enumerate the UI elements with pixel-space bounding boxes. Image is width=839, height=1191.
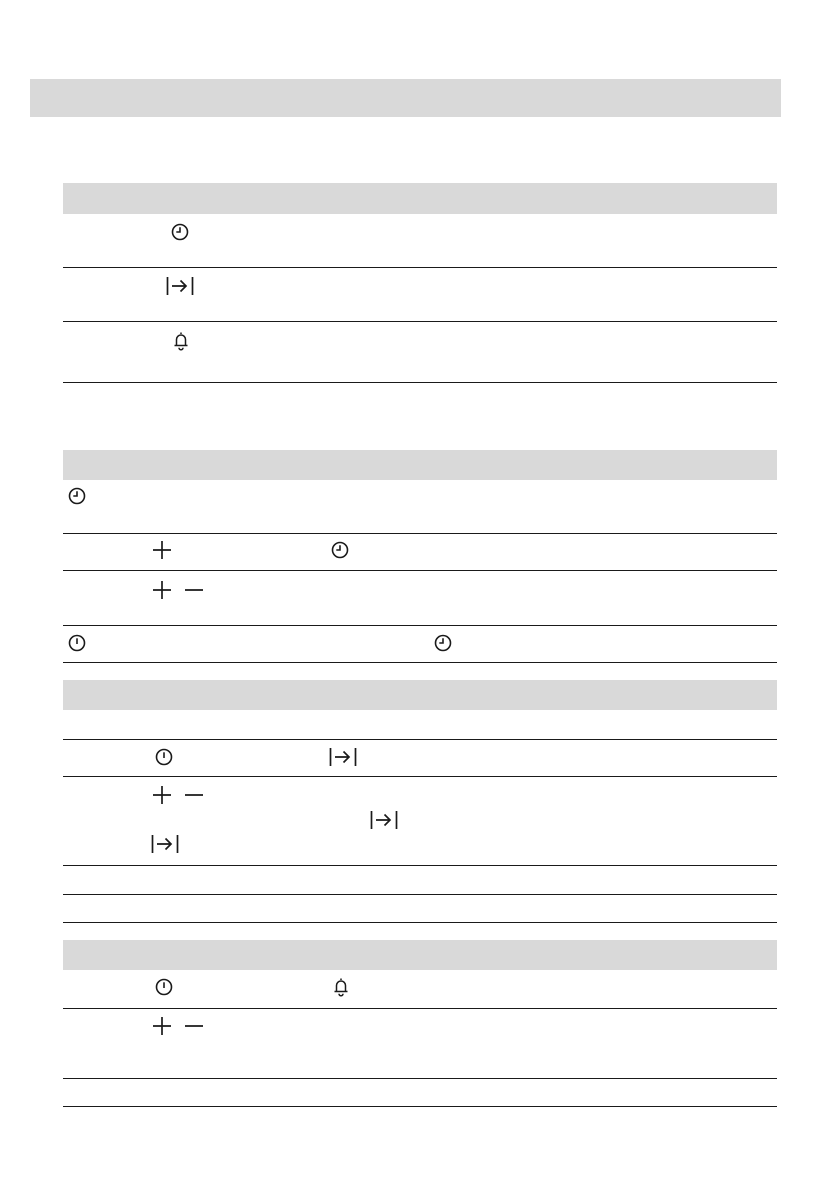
duration-icon	[370, 810, 398, 830]
bell-icon	[333, 977, 349, 997]
table-bottom-rule	[63, 382, 777, 383]
row-divider	[63, 776, 777, 777]
table-bottom-rule	[63, 922, 777, 923]
plus-icon	[152, 540, 172, 560]
clock-icon	[68, 487, 86, 505]
table-bottom-rule	[63, 662, 777, 663]
row-divider	[63, 1008, 777, 1009]
row-divider	[63, 533, 777, 534]
duration-icon	[166, 276, 194, 296]
row-divider	[63, 625, 777, 626]
duration-icon	[151, 834, 179, 854]
timer-icon	[155, 748, 173, 766]
table-bottom-rule	[63, 1106, 777, 1107]
row-divider	[63, 1078, 777, 1079]
table-header	[63, 183, 777, 214]
row-divider	[63, 865, 777, 866]
clock-icon	[434, 634, 452, 652]
timer-icon	[68, 634, 86, 652]
timer-icon	[155, 978, 173, 996]
plus-icon	[152, 785, 172, 805]
bell-icon	[173, 331, 189, 351]
clock-icon	[331, 541, 349, 559]
duration-icon	[329, 747, 357, 767]
minus-icon	[184, 785, 204, 805]
row-divider	[63, 321, 777, 322]
row-divider	[63, 739, 777, 740]
row-divider	[63, 570, 777, 571]
row-divider	[63, 267, 777, 268]
table-header	[63, 940, 777, 970]
plus-icon	[152, 1016, 172, 1036]
section-heading-band	[30, 79, 781, 117]
plus-icon	[152, 580, 172, 600]
table-header	[63, 680, 777, 710]
table-header	[63, 450, 777, 480]
minus-icon	[184, 1016, 204, 1036]
clock-icon	[171, 223, 189, 241]
minus-icon	[184, 580, 204, 600]
row-divider	[63, 894, 777, 895]
